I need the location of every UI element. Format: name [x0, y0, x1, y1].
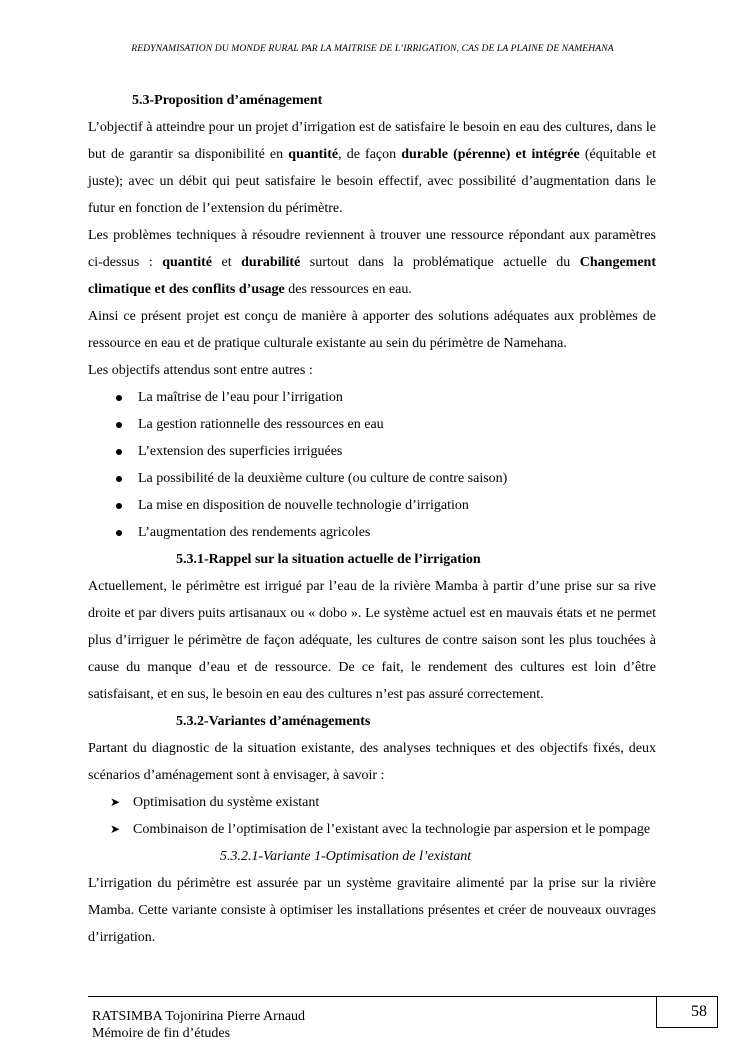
page-number: 58 [656, 996, 718, 1028]
section-5-3-2-1-heading: 5.3.2.1-Variante 1-Optimisation de l’existant [220, 849, 472, 864]
bullet-icon [116, 476, 122, 482]
list-item: L’extension des superficies irriguées [88, 438, 656, 465]
variants-list [88, 789, 656, 843]
bullet-icon [116, 449, 122, 455]
list-item: La maîtrise de l’eau pour l’irrigation [88, 384, 656, 411]
list-item: La mise en disposition de nouvelle technologie d’irrigation [88, 492, 656, 519]
footer-divider [88, 996, 656, 997]
footer-document-type: Mémoire de fin d’études [92, 1026, 231, 1041]
list-item: La possibilité de la deuxième culture (ou culture de contre saison) [88, 465, 656, 492]
arrow-bullet-icon: ➤ [110, 795, 121, 809]
section-5-3-paragraph-2: Les problèmes techniques à résoudre reviennent à trouver une ressource répondant aux paramètres ci-dessus : quantité et durabilité surtout dans la problématique actuelle du Changement climatique et des conflits d’usage des ressources en eau. [88, 228, 657, 297]
section-5-3-paragraph-1: L’objectif à atteindre pour un projet d’irrigation est de satisfaire le besoin en eau des cultures, dans le but de garantir sa disponibilité en quantité, de façon durable (pérenne) et intégrée (équitable et juste); avec un débit qui peut satisfaire le besoin effectif, avec possibilité d’augmentation dans le futur en fonction de l’extension du périmètre. [88, 120, 657, 216]
footer-author: RATSIMBA Tojonirina Pierre Arnaud [92, 1009, 306, 1024]
list-item: ➤ Optimisation du système existant [88, 789, 656, 816]
arrow-bullet-icon: ➤ [110, 822, 121, 836]
page-body [88, 87, 656, 951]
list-item: L’augmentation des rendements agricoles [88, 519, 656, 546]
list-item: ➤ Combinaison de l’optimisation de l’existant avec la technologie par aspersion et le pompage [88, 816, 656, 843]
section-5-3-1-paragraph: Actuellement, le périmètre est irrigué par l’eau de la rivière Mamba à partir d’une prise sur sa rive droite et par divers puits artisanaux ou « dobo ». Le système actuel est en mauvais états et ne permet plus d’irriguer le périmètre de façon adéquate, les cultures de contre saison sont les plus touchées à cause du manque d’eau et de ressource. De ce fait, le rendement des cultures est loin d’être satisfaisant, et en sus, le besoin en eau des cultures n’est pas assuré correctement. [88, 579, 656, 702]
objectives-list [88, 384, 656, 546]
bullet-icon [116, 422, 122, 428]
section-5-3-paragraph-4: Les objectifs attendus sont entre autres : [88, 363, 313, 378]
footer [92, 1008, 305, 1042]
list-item: La gestion rationnelle des ressources en eau [88, 411, 656, 438]
section-5-3-1-heading: 5.3.1-Rappel sur la situation actuelle de l’irrigation [176, 552, 481, 567]
bullet-icon [116, 530, 122, 536]
section-5-3-heading: 5.3-Proposition d’aménagement [132, 93, 323, 108]
bullet-icon [116, 503, 122, 509]
bullet-icon [116, 395, 122, 401]
section-5-3-2-paragraph: Partant du diagnostic de la situation existante, des analyses techniques et des objectifs fixés, deux scénarios d’aménagement sont à envisager, à savoir : [88, 741, 656, 783]
section-5-3-paragraph-3: Ainsi ce présent projet est conçu de manière à apporter des solutions adéquates aux problèmes de ressource en eau et de pratique culturale existante au sein du périmètre de Namehana. [88, 309, 656, 351]
running-header: REDYNAMISATION DU MONDE RURAL PAR LA MAITRISE DE L’IRRIGATION, CAS DE LA PLAINE DE NAMEHANA [131, 43, 614, 54]
section-5-3-2-heading: 5.3.2-Variantes d’aménagements [176, 714, 371, 729]
section-5-3-2-1-paragraph: L’irrigation du périmètre est assurée par un système gravitaire alimenté par la prise sur la rivière Mamba. Cette variante consiste à optimiser les installations présentes et créer de nouveaux ouvrages d’irrigation. [88, 876, 656, 945]
